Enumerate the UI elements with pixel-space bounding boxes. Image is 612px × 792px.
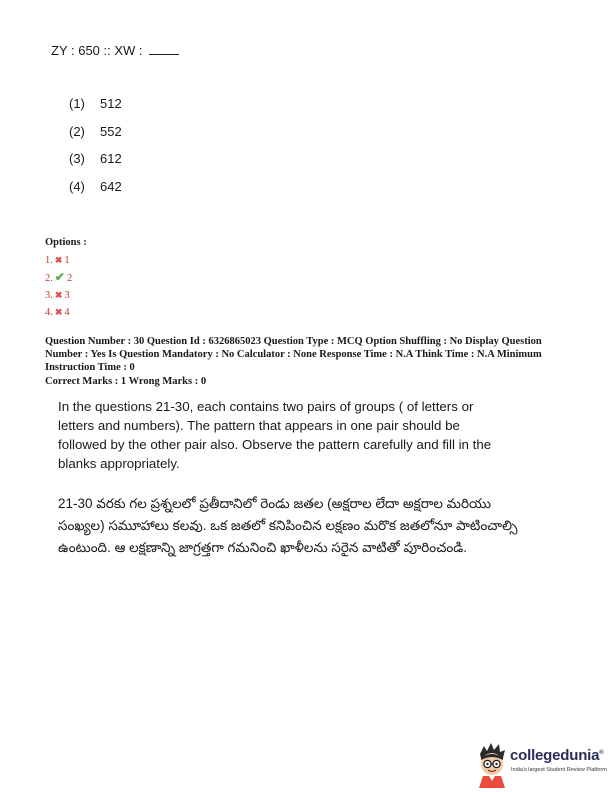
option-row-4 <box>45 304 87 321</box>
answer-option-number: (2) <box>69 124 85 139</box>
answer-option-number: (3) <box>69 151 85 166</box>
question-details: Question Number : 30 Question Id : 6326865023 Question Type : MCQ Option Shuffling : No Display Question Number : Yes Is Question Mandatory : No Calculator : None Response Time : N.A Think Time : N.A Minimum Instruction Time : 0 <box>45 336 542 373</box>
option-index: 4. <box>45 307 53 318</box>
option-index: 1. <box>45 255 53 266</box>
options-title: Options : <box>45 237 87 248</box>
option-value: 2 <box>66 273 73 284</box>
answer-option-2 <box>69 124 122 139</box>
option-row-2 <box>45 269 87 287</box>
option-row-3 <box>45 287 87 304</box>
option-value: 4 <box>64 307 70 318</box>
option-row-1 <box>45 252 87 269</box>
mascot-icon <box>474 740 510 788</box>
answer-option-number: (4) <box>69 179 85 194</box>
option-index: 3. <box>45 290 53 301</box>
question-text <box>51 43 179 58</box>
answer-option-4 <box>69 179 122 194</box>
logo-name: collegedunia® <box>510 747 604 764</box>
instructions-telugu: 21-30 వరకు గల ప్రశ్నలలో ప్రతీదానిలో రెండు జతల (అక్షరాల లేదా అక్షరాల మరియు సంఖ్యల) సమూహాలు కలవు. ఒక జతలో కనిపించిన లక్షణం మరొక జతలోనూ పాటించాల్సి ఉంటుంది. ఆ లక్షణాన్ని జాగ్రత్తగా గమనించి ఖాళీలను సరైన వాటితో పూరించండి. <box>58 496 518 555</box>
collegedunia-logo <box>474 740 608 788</box>
marks-info: Correct Marks : 1 Wrong Marks : 0 <box>45 376 207 387</box>
option-value: 3 <box>64 290 70 301</box>
option-index: 2. <box>45 273 53 284</box>
registered-mark: ® <box>599 750 604 756</box>
cross-mark-icon: ✖ <box>54 290 63 300</box>
instructions-english: In the questions 21-30, each contains two pairs of groups ( of letters or letters and numbers). The pattern that appears in one pair should be followed by the other pair also. Observe the pattern carefully and fill in the blanks appropriately. <box>58 399 492 471</box>
answer-blank <box>149 43 179 55</box>
answer-option-3 <box>69 151 122 166</box>
option-value: 1 <box>64 255 70 266</box>
answer-option-value: 552 <box>100 124 122 139</box>
cross-mark-icon: ✖ <box>54 255 63 265</box>
answer-option-number: (1) <box>69 96 85 111</box>
question-label: ZY : 650 :: XW : <box>51 43 147 58</box>
answer-option-value: 512 <box>100 96 122 111</box>
answer-option-1 <box>69 96 122 111</box>
answer-option-value: 612 <box>100 151 122 166</box>
options-block <box>45 237 87 321</box>
check-mark-icon: ✔ <box>54 270 65 284</box>
cross-mark-icon: ✖ <box>54 307 63 317</box>
logo-tagline: India's largest Student Review Platform <box>511 767 607 773</box>
question-metadata <box>45 335 565 388</box>
answer-option-value: 642 <box>100 179 122 194</box>
